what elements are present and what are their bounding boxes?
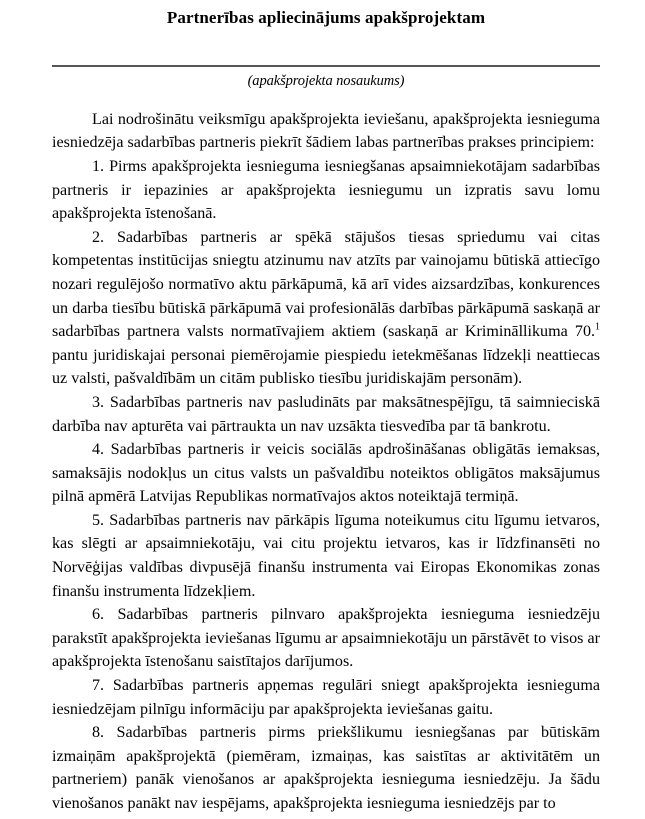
clause-paragraph-1: 1. Pirms apakšprojekta iesnieguma iesniegšanas apsaimniekotājam sadarbības partneris ir iepazinies ar apakšprojekta iesniegumu un izpratis savu lomu apakšprojekta īstenošanā. [52, 157, 600, 223]
clause-paragraph-6: 6. Sadarbības partneris pilnvaro apakšprojekta iesnieguma iesniedzēju parakstīt apakšprojekta ieviešanas līgumu ar apsaimniekotāju un pārstāvēt to visos ar apakšprojekta īstenošanu saistītajos darījumos. [52, 606, 600, 671]
clause-paragraph-7: 7. Sadarbības partneris apņemas regulāri sniegt apakšprojekta iesnieguma iesniedzējam pilnīgu informāciju par apakšprojekta ieviešanas gaitu. [52, 677, 600, 718]
intro-paragraph: Lai nodrošinātu veiksmīgu apakšprojekta ieviešanu, apakšprojekta iesnieguma iesniedzēja sadarbības partneris piekrīt šādiem labas partnerības prakses principiem: [52, 110, 600, 152]
document-body [52, 0, 600, 816]
title-spacer [52, 28, 600, 65]
clause-paragraph-4: 4. Sadarbības partneris ir veicis sociālās apdrošināšanas obligātās iemaksas, samaksājis nodokļus un citus valsts un pašvaldību noteiktos obligātos maksājumus pilnā apmērā Latvijas Republikas normatīvajos aktos noteiktajā termiņā. [52, 441, 600, 506]
clause-2-text-after-footnote: pantu juridiskajai personai piemērojamie piespiedu ietekmēšanas līdzekļi neattiecas uz valsti, pašvaldībām un citām publisko tiesību juridiskajām personām). [52, 346, 600, 388]
body-spacer [52, 91, 600, 108]
clause-2-text-before-footnote: 2. Sadarbības partneris ar spēkā stājušos tiesas spriedumu vai citas kompetentas institūcijas sniegtu atzinumu nav atzīts par vainojamu būtiskā attiecīgo nozari regulējošo normatīvo aktu pārkāpumā, kā arī vides aizsardzības, konkurences un darba tiesību būtiskā pārkāpumā vai profesionālās darbības pārkāpumā saskaņā ar sadarbības partnera valsts normatīvajiem aktiem (saskaņā ar Krimināllikuma 70. [52, 228, 600, 341]
clause-paragraph-3: 3. Sadarbības partneris nav pasludināts par maksātnespējīgu, tā saimnieciskā darbība nav apturēta vai pārtraukta un nav uzsākta tiesvedība par tā bankrotu. [52, 393, 600, 435]
clause-paragraph-2 [52, 226, 600, 391]
subproject-name-caption: (apakšprojekta nosaukums) [247, 73, 405, 90]
footnote-reference-1: 1 [595, 321, 600, 333]
page-title: Partnerības apliecinājums apakšprojektam [166, 8, 486, 27]
clause-paragraph-8: 8. Sadarbības partneris pirms priekšlikumu iesniegšanas par būtiskām izmaiņām apakšprojektā (piemēram, izmaiņas, kas saistītas ar aktivitātēm un partneriem) panāk vienošanos ar apakšprojekta iesnieguma iesniedzēju. Ja šādu vienošanos panākt nav iespējams, apakšprojekta iesnieguma iesniedzējs par to [52, 724, 600, 812]
clause-paragraph-5: 5. Sadarbības partneris nav pārkāpis līguma noteikumus citu līgumu ietvaros, kas slēgti ar apsaimniekotāju, vai citu projektu ietvaros, kas ir līdzfinansēti no Norvēģijas valdības divpusējā finanšu instrumenta vai Eiropas Ekonomikas zonas finanšu instrumenta līdzekļiem. [52, 511, 600, 600]
